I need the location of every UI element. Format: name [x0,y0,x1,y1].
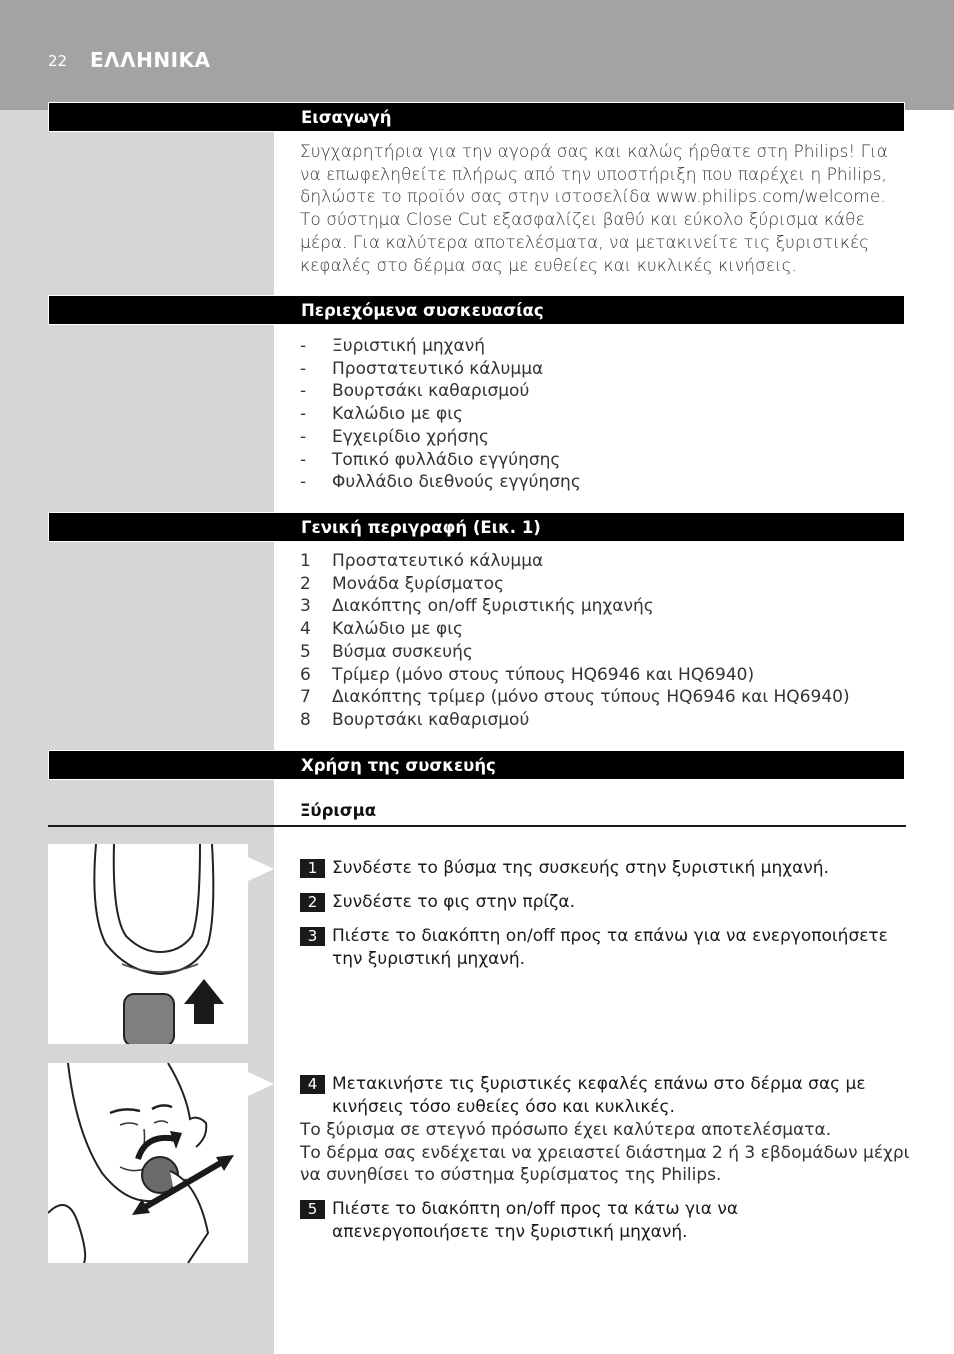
list-item-text: Ξυριστική μηχανή [332,336,485,356]
list-item [300,550,850,573]
list-item [300,664,850,687]
list-item [300,686,850,709]
step-number: 2 [300,893,325,912]
intro-line: δηλώστε το προϊόν σας στην ιστοσελίδα www.philips.com/welcome. [300,187,886,208]
step-4 [300,1073,866,1118]
list-item-text: Εγχειρίδιο χρήσης [332,426,489,447]
list-item-text: Βύσμα συσκευής [332,641,473,662]
list-marker: - [300,336,307,356]
list-item-text: Μονάδα ξυρίσματος [332,573,505,594]
section-header-overview [48,512,905,542]
shaver-switch-illustration [48,844,248,1044]
step-number: 3 [300,927,325,946]
figure-shaving-motion [48,1063,248,1263]
note-line: να συνηθίσει το σύστημα ξυρίσματος της Philips. [300,1165,722,1186]
list-marker: 8 [300,709,311,730]
list-marker: - [300,426,307,447]
section-header-contents [48,295,905,325]
intro-line: μέρα. Για καλύτερα αποτελέσματα, να μετακινείτε τις ξυριστικές [300,232,870,253]
list-item-text: Διακόπτης on/off ξυριστικής μηχανής [332,596,654,617]
intro-line: Το σύστημα Close Cut εξασφαλίζει βαθύ και εύκολο ξύρισμα κάθε [300,210,865,231]
list-marker: 6 [300,664,311,685]
section-header-intro [48,102,905,132]
intro-paragraph [300,141,888,277]
intro-line: κεφαλές στο δέρμα σας με ευθείες και κυκλικές κινήσεις. [300,255,797,276]
list-item-text: Τοπικό φυλλάδιο εγγύησης [332,449,561,470]
section-header-usage [48,750,905,780]
list-marker: 2 [300,573,311,594]
figure-pointer [248,1072,274,1096]
step-5 [300,1198,738,1243]
step-3 [300,925,888,970]
list-marker: 1 [300,551,311,571]
step-line: κινήσεις τόσο ευθείες όσο και κυκλικές. [332,1096,675,1117]
list-marker: - [300,358,307,379]
list-marker: 7 [300,687,311,708]
list-marker: - [300,472,307,493]
step-text [332,925,888,970]
list-item [300,358,581,381]
list-item [300,335,581,358]
step-1 [300,857,829,880]
figure-pointer [248,857,274,881]
step-line: Πιέστε το διακόπτη on/off προς τα επάνω για να ενεργοποιήσετε [332,926,888,946]
list-item-text: Διακόπτης τρίμερ (μόνο στους τύπους HQ6946 και HQ6940) [332,687,850,708]
step-line: απενεργοποιήσετε την ξυριστική μηχανή. [332,1221,688,1242]
list-item-text: Καλώδιο με φις [332,404,463,425]
section-title: Γενική περιγραφή (Εικ. 1) [301,518,541,537]
list-item [300,426,581,449]
step-text [332,1073,866,1118]
overview-list [300,550,850,732]
list-item-text: Προστατευτικό κάλυμμα [332,358,544,379]
step-number: 1 [300,859,325,878]
list-marker: 4 [300,619,311,640]
intro-line: να επωφεληθείτε πλήρως από την υποστήριξη που παρέχει η Philips, [300,164,887,185]
note-line: Το δέρμα σας ενδέχεται να χρειαστεί διάστημα 2 ή 3 εβδομάδων μέχρι [300,1142,910,1163]
section-title: Περιεχόμενα συσκευασίας [301,301,544,320]
step-text [332,891,575,914]
list-item [300,641,850,664]
step-line: Μετακινήστε τις ξυριστικές κεφαλές επάνω στο δέρμα σας με [332,1074,866,1094]
step-text [332,857,829,880]
list-item-text: Τρίμερ (μόνο στους τύπους HQ6946 και HQ6940) [332,664,755,685]
list-item-text: Βουρτσάκι καθαρισμού [332,381,530,402]
contents-list [300,335,581,494]
list-item-text: Καλώδιο με φις [332,619,463,640]
list-item [300,471,581,494]
list-item [300,403,581,426]
list-marker: - [300,449,307,470]
step-line: Πιέστε το διακόπτη on/off προς τα κάτω για να [332,1199,739,1219]
man-shaving-illustration [48,1063,248,1263]
list-marker: 3 [300,596,311,617]
step-line: Συνδέστε το βύσμα της συσκευής στην ξυριστική μηχανή. [332,858,829,878]
step-line: Συνδέστε το φις στην πρίζα. [332,892,575,912]
page-language-title: ΕΛΛΗΝΙΚΑ [90,48,211,72]
note-line: Το ξύρισμα σε στεγνό πρόσωπο έχει καλύτερα αποτελέσματα. [300,1120,832,1140]
list-item [300,573,850,596]
list-item [300,595,850,618]
list-marker: - [300,381,307,402]
list-item-text: Βουρτσάκι καθαρισμού [332,709,530,730]
subsection-title: Ξύρισμα [300,801,377,820]
list-marker: - [300,404,307,425]
usage-notes [300,1119,909,1187]
step-number: 4 [300,1075,325,1094]
step-text [332,1198,738,1243]
list-item [300,709,850,732]
page-number: 22 [48,52,68,70]
list-item-text: Προστατευτικό κάλυμμα [332,551,544,571]
step-2 [300,891,575,914]
intro-line: Συγχαρητήρια για την αγορά σας και καλώς ήρθατε στη Philips! Για [300,142,888,162]
arrow-up-icon [184,979,224,1024]
list-item [300,449,581,472]
step-line: την ξυριστική μηχανή. [332,948,526,969]
list-item [300,618,850,641]
subsection-rule [48,825,906,827]
section-title: Εισαγωγή [301,108,392,127]
section-title: Χρήση της συσκευής [301,756,496,775]
list-marker: 5 [300,641,311,662]
list-item [300,380,581,403]
list-item-text: Φυλλάδιο διεθνούς εγγύησης [332,472,581,493]
figure-shaver-switch [48,844,248,1044]
step-number: 5 [300,1200,325,1219]
